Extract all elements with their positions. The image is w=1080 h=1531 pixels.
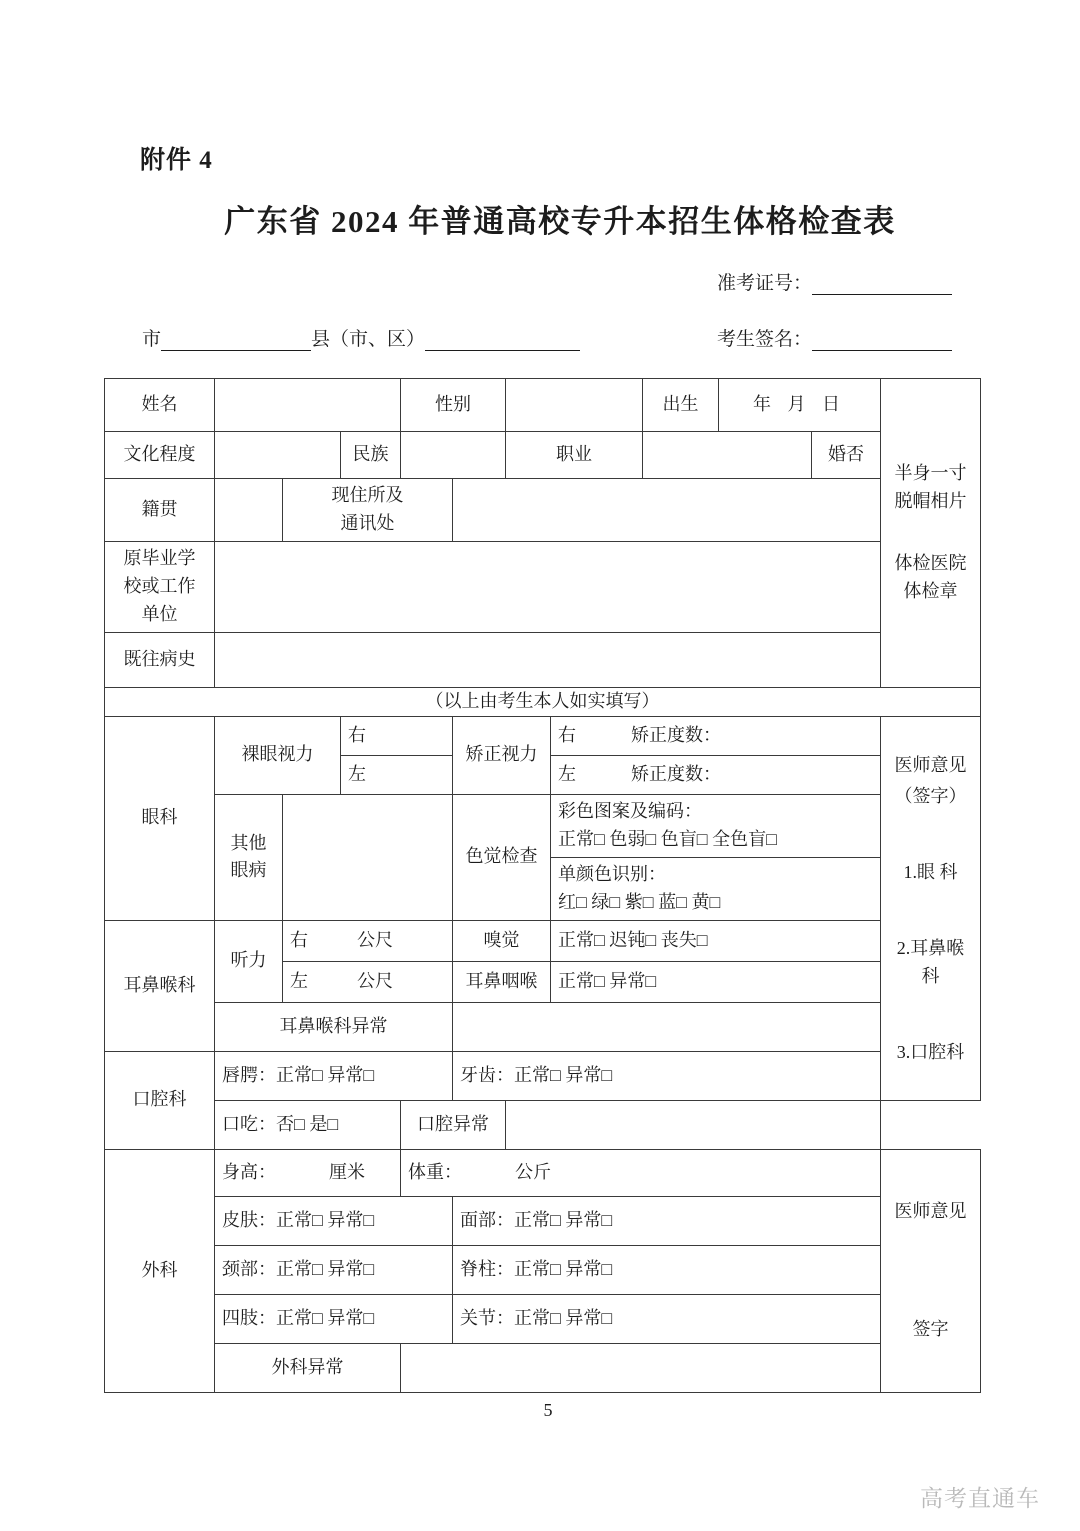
other-eye-disease-label — [215, 794, 283, 920]
table-row-eye-vision-right — [105, 716, 981, 755]
corrected-right-degree-label: 矫正度数： — [631, 724, 721, 745]
weight-unit: 公斤 — [515, 1161, 551, 1182]
naked-vision-label: 裸眼视力 — [215, 716, 341, 794]
doctor-opinion-cell-surgery — [881, 1149, 981, 1392]
medical-history-value-field[interactable] — [215, 633, 881, 688]
hearing-label: 听力 — [215, 920, 283, 1002]
photo-line-2: 脱帽相片 — [894, 491, 967, 512]
name-value-field[interactable] — [215, 379, 401, 432]
height-label: 身高： — [222, 1161, 276, 1182]
table-row-note — [105, 688, 981, 717]
color-pattern-label: 彩色图案及编码： — [558, 801, 702, 821]
throat-label: 耳鼻咽喉 — [453, 961, 551, 1002]
teeth-options[interactable]: 牙齿：正常□ 异常□ — [453, 1051, 881, 1100]
marital-label: 婚否 — [812, 432, 881, 479]
medical-history-label: 既往病史 — [105, 633, 215, 688]
surgery-opinion-title: 医师意见 — [894, 1201, 967, 1221]
hearing-left-cell[interactable] — [283, 961, 453, 1002]
corrected-vision-left-cell[interactable] — [551, 755, 881, 794]
single-color-cell[interactable] — [551, 857, 881, 920]
smell-options[interactable]: 正常□ 迟钝□ 丧失□ — [551, 920, 881, 961]
watermark: 高考直通车 — [920, 1485, 1040, 1511]
photo-line-1: 半身一寸 — [894, 463, 967, 484]
ent-abnormal-value-field[interactable] — [453, 1002, 881, 1051]
hearing-left-unit: 公尺 — [357, 970, 393, 991]
page-number: 5 — [543, 1400, 553, 1420]
other-eye-disease-line-2: 眼病 — [230, 860, 267, 881]
table-row-surgery-neck-spine — [105, 1245, 981, 1294]
table-row-origin — [105, 479, 981, 542]
skin-options[interactable]: 皮肤：正常□ 异常□ — [215, 1196, 453, 1245]
candidate-signature-label: 考生签名： — [716, 329, 812, 350]
table-row-ent-right — [105, 920, 981, 961]
other-eye-disease-value-field[interactable] — [283, 794, 453, 920]
doctor-opinion-title-2: （签字） — [894, 785, 967, 806]
table-row-surgery-abnormal — [105, 1343, 981, 1392]
origin-value-field[interactable] — [215, 479, 283, 542]
color-pattern-cell[interactable] — [551, 794, 881, 857]
weight-cell[interactable] — [401, 1149, 881, 1196]
throat-options[interactable]: 正常□ 异常□ — [551, 961, 881, 1002]
single-color-label: 单颜色识别： — [558, 864, 666, 884]
school-label-line-3: 单位 — [141, 603, 178, 624]
page-title: 广东省 2024 年普通高校专升本招生体格检查表 — [224, 204, 896, 239]
hearing-right-unit: 公尺 — [357, 929, 393, 950]
ethnicity-label: 民族 — [341, 432, 401, 479]
occupation-label: 职业 — [506, 432, 643, 479]
surgery-abnormal-label: 外科异常 — [215, 1343, 401, 1392]
eye-section-label: 眼科 — [105, 716, 215, 920]
ent-abnormal-label: 耳鼻喉科异常 — [215, 1002, 453, 1051]
stutter-options[interactable]: 口吃：否□ 是□ — [215, 1100, 401, 1149]
corrected-right-label: 右 — [558, 724, 576, 745]
address-label — [283, 479, 453, 542]
hearing-left-label: 左 — [290, 970, 308, 991]
hearing-right-cell[interactable] — [283, 920, 453, 961]
surgery-opinion-signature[interactable]: 签字 — [912, 1318, 949, 1339]
ticket-number-label: 准考证号： — [716, 273, 812, 294]
table-row-surgery-skin-face — [105, 1196, 981, 1245]
color-vision-label: 色觉检查 — [453, 794, 551, 920]
ent-section-label: 耳鼻喉科 — [105, 920, 215, 1051]
corrected-left-label: 左 — [558, 763, 576, 784]
oral-abnormal-value-field[interactable] — [506, 1100, 881, 1149]
education-label: 文化程度 — [105, 432, 215, 479]
surgery-section-label: 外科 — [105, 1149, 215, 1392]
stamp-line-1: 体检医院 — [894, 553, 967, 573]
table-row-oral-stutter — [105, 1100, 981, 1149]
limbs-options[interactable]: 四肢：正常□ 异常□ — [215, 1294, 453, 1343]
joints-options[interactable]: 关节：正常□ 异常□ — [453, 1294, 881, 1343]
naked-vision-right-label: 右 — [341, 716, 453, 755]
single-color-options[interactable]: 红□ 绿□ 紫□ 蓝□ 黄□ — [558, 891, 721, 912]
birth-label: 出生 — [643, 379, 719, 432]
school-label — [105, 542, 215, 633]
smell-label: 嗅觉 — [453, 920, 551, 961]
doctor-opinion-cell-upper — [881, 716, 981, 1100]
naked-vision-left-label: 左 — [341, 755, 453, 794]
photo-and-stamp-cell — [881, 379, 981, 688]
ethnicity-value-field[interactable] — [401, 432, 506, 479]
school-value-field[interactable] — [215, 542, 881, 633]
table-row-ent-abnormal — [105, 1002, 981, 1051]
gender-value-field[interactable] — [506, 379, 643, 432]
name-label: 姓名 — [105, 379, 215, 432]
table-row-school — [105, 542, 981, 633]
physical-examination-table — [104, 378, 981, 1393]
city-blank[interactable] — [161, 333, 311, 351]
address-label-line-2: 通讯处 — [340, 513, 395, 533]
surgery-abnormal-value-field[interactable] — [401, 1343, 881, 1392]
doctor-opinion-item-ent[interactable]: 2.耳鼻喉科 — [896, 938, 965, 986]
corrected-vision-right-cell[interactable] — [551, 716, 881, 755]
neck-options[interactable]: 颈部：正常□ 异常□ — [215, 1245, 453, 1294]
attachment-label: 附件 4 — [140, 147, 213, 174]
birth-format-label: 年 月 日 — [719, 379, 881, 432]
table-row-surgery-limbs-joints — [105, 1294, 981, 1343]
table-row-medical-history — [105, 633, 981, 688]
candidate-signature-blank[interactable] — [812, 333, 952, 351]
table-row-education — [105, 432, 981, 479]
occupation-value-field[interactable] — [643, 432, 812, 479]
ticket-number-row — [717, 268, 952, 295]
hearing-right-label: 右 — [290, 929, 308, 950]
corrected-vision-label: 矫正视力 — [453, 716, 551, 794]
school-label-line-2: 校或工作 — [123, 576, 196, 597]
doctor-opinion-item-oral[interactable]: 3.口腔科 — [896, 1041, 965, 1062]
address-value-field[interactable] — [453, 479, 881, 542]
height-unit: 厘米 — [329, 1161, 365, 1182]
school-label-line-1: 原毕业学 — [123, 548, 196, 569]
spine-options[interactable]: 脊柱：正常□ 异常□ — [453, 1245, 881, 1294]
gender-label: 性别 — [401, 379, 506, 432]
corrected-left-degree-label: 矫正度数： — [631, 763, 721, 784]
color-pattern-options[interactable]: 正常□ 色弱□ 色盲□ 全色盲□ — [558, 828, 777, 849]
weight-label: 体重： — [408, 1161, 462, 1182]
doctor-opinion-item-eye[interactable]: 1.眼 科 — [903, 862, 958, 883]
candidate-signature-row — [717, 324, 952, 351]
table-row-name — [105, 379, 981, 432]
address-label-line-1: 现住所及 — [331, 485, 404, 506]
table-row-surgery-measurements — [105, 1149, 981, 1196]
city-label: 市 — [142, 329, 162, 350]
origin-label: 籍贯 — [105, 479, 215, 542]
table-row-oral-teeth — [105, 1051, 981, 1100]
county-blank[interactable] — [425, 333, 580, 351]
stamp-line-2: 体检章 — [903, 580, 958, 601]
ticket-number-blank[interactable] — [812, 277, 952, 295]
oral-section-label: 口腔科 — [105, 1051, 215, 1149]
lip-palate-options[interactable]: 唇腭：正常□ 异常□ — [215, 1051, 453, 1100]
county-label: 县（市、区） — [311, 329, 426, 350]
self-fill-note: （以上由考生本人如实填写） — [105, 688, 981, 717]
other-eye-disease-line-1: 其他 — [230, 832, 267, 853]
oral-abnormal-label: 口腔异常 — [401, 1100, 506, 1149]
doctor-opinion-title-1: 医师意见 — [894, 755, 967, 776]
table-row-eye-other-disease — [105, 794, 981, 857]
education-value-field[interactable] — [215, 432, 341, 479]
face-options[interactable]: 面部：正常□ 异常□ — [453, 1196, 881, 1245]
height-cell[interactable] — [215, 1149, 401, 1196]
city-county-row — [142, 324, 580, 351]
